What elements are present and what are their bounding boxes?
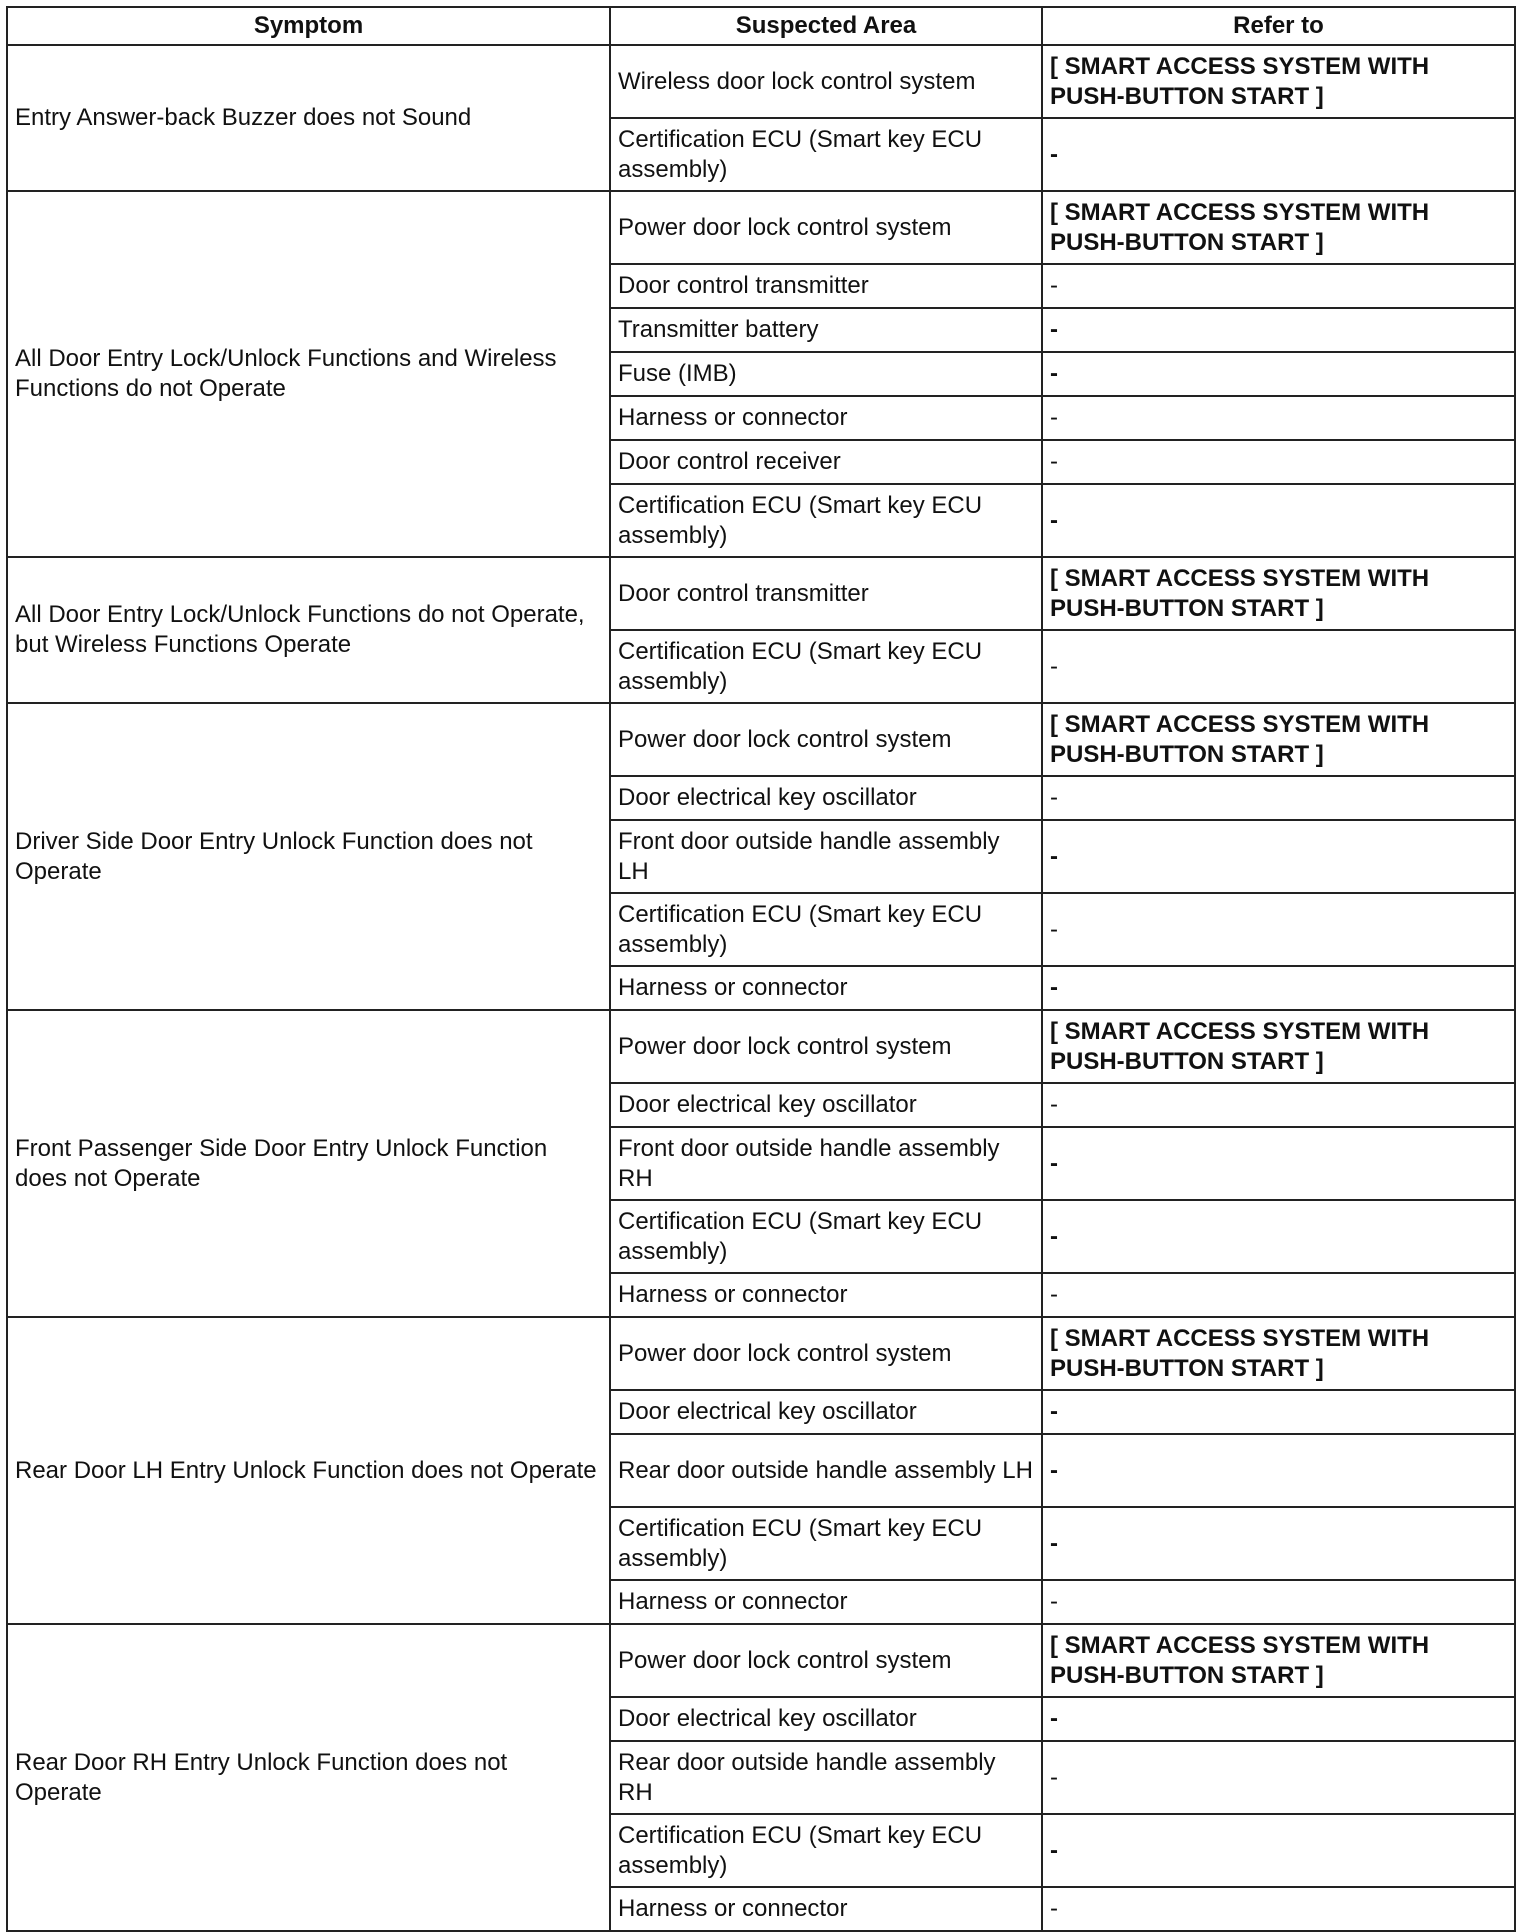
refer-to-cell: -	[1042, 352, 1515, 396]
suspected-area-cell: Harness or connector	[610, 1580, 1042, 1624]
refer-to-cell: -	[1042, 776, 1515, 820]
symptom-cell: Rear Door LH Entry Unlock Function does not Operate	[7, 1317, 610, 1624]
refer-to-cell: -	[1042, 118, 1515, 191]
symptom-cell: All Door Entry Lock/Unlock Functions do not Operate, but Wireless Functions Operate	[7, 557, 610, 703]
suspected-area-cell: Wireless door lock control system	[610, 45, 1042, 118]
table-row	[7, 1010, 1515, 1083]
refer-to-cell: -	[1042, 1273, 1515, 1317]
header-refer-to: Refer to	[1042, 7, 1515, 45]
refer-to-cell: -	[1042, 1200, 1515, 1273]
suspected-area-cell: Rear door outside handle assembly LH	[610, 1434, 1042, 1507]
table-body	[7, 45, 1515, 1931]
suspected-area-cell: Harness or connector	[610, 1887, 1042, 1931]
table-row	[7, 703, 1515, 776]
suspected-area-cell: Door electrical key oscillator	[610, 776, 1042, 820]
refer-to-cell: -	[1042, 1434, 1515, 1507]
refer-to-cell: [ SMART ACCESS SYSTEM WITH PUSH-BUTTON START ]	[1042, 1317, 1515, 1390]
suspected-area-cell: Fuse (IMB)	[610, 352, 1042, 396]
refer-to-cell: -	[1042, 484, 1515, 557]
suspected-area-cell: Power door lock control system	[610, 191, 1042, 264]
refer-to-cell: -	[1042, 1127, 1515, 1200]
suspected-area-cell: Certification ECU (Smart key ECU assembly)	[610, 1814, 1042, 1887]
suspected-area-cell: Certification ECU (Smart key ECU assembly)	[610, 1507, 1042, 1580]
suspected-area-cell: Certification ECU (Smart key ECU assembly)	[610, 893, 1042, 966]
refer-to-cell: -	[1042, 264, 1515, 308]
header-symptom: Symptom	[7, 7, 610, 45]
suspected-area-cell: Certification ECU (Smart key ECU assembly)	[610, 118, 1042, 191]
refer-to-cell: -	[1042, 630, 1515, 703]
symptom-cell: Driver Side Door Entry Unlock Function does not Operate	[7, 703, 610, 1010]
refer-to-cell: -	[1042, 1580, 1515, 1624]
refer-to-cell: [ SMART ACCESS SYSTEM WITH PUSH-BUTTON START ]	[1042, 557, 1515, 630]
refer-to-cell: -	[1042, 1507, 1515, 1580]
refer-to-cell: [ SMART ACCESS SYSTEM WITH PUSH-BUTTON START ]	[1042, 703, 1515, 776]
suspected-area-cell: Power door lock control system	[610, 703, 1042, 776]
symptom-cell: All Door Entry Lock/Unlock Functions and Wireless Functions do not Operate	[7, 191, 610, 557]
refer-to-cell: -	[1042, 308, 1515, 352]
refer-to-cell: -	[1042, 440, 1515, 484]
refer-to-cell: -	[1042, 1887, 1515, 1931]
table-row	[7, 45, 1515, 118]
refer-to-cell: [ SMART ACCESS SYSTEM WITH PUSH-BUTTON START ]	[1042, 1624, 1515, 1697]
refer-to-cell: -	[1042, 893, 1515, 966]
suspected-area-cell: Door electrical key oscillator	[610, 1083, 1042, 1127]
suspected-area-cell: Certification ECU (Smart key ECU assembly)	[610, 1200, 1042, 1273]
refer-to-cell: -	[1042, 1083, 1515, 1127]
suspected-area-cell: Rear door outside handle assembly RH	[610, 1741, 1042, 1814]
symptom-cell: Rear Door RH Entry Unlock Function does not Operate	[7, 1624, 610, 1931]
suspected-area-cell: Door electrical key oscillator	[610, 1697, 1042, 1741]
refer-to-cell: -	[1042, 820, 1515, 893]
suspected-area-cell: Certification ECU (Smart key ECU assembly)	[610, 630, 1042, 703]
suspected-area-cell: Power door lock control system	[610, 1624, 1042, 1697]
table-row	[7, 1317, 1515, 1390]
suspected-area-cell: Door control transmitter	[610, 264, 1042, 308]
suspected-area-cell: Front door outside handle assembly LH	[610, 820, 1042, 893]
suspected-area-cell: Front door outside handle assembly RH	[610, 1127, 1042, 1200]
symptom-cell: Entry Answer-back Buzzer does not Sound	[7, 45, 610, 191]
refer-to-cell: -	[1042, 1741, 1515, 1814]
refer-to-cell: [ SMART ACCESS SYSTEM WITH PUSH-BUTTON START ]	[1042, 1010, 1515, 1083]
header-row	[7, 7, 1515, 45]
suspected-area-cell: Door control receiver	[610, 440, 1042, 484]
troubleshooting-table	[6, 6, 1516, 1932]
suspected-area-cell: Door electrical key oscillator	[610, 1390, 1042, 1434]
refer-to-cell: -	[1042, 1814, 1515, 1887]
header-suspected-area: Suspected Area	[610, 7, 1042, 45]
suspected-area-cell: Harness or connector	[610, 1273, 1042, 1317]
suspected-area-cell: Certification ECU (Smart key ECU assembly)	[610, 484, 1042, 557]
table-row	[7, 1624, 1515, 1697]
refer-to-cell: -	[1042, 1390, 1515, 1434]
table-row	[7, 191, 1515, 264]
suspected-area-cell: Power door lock control system	[610, 1010, 1042, 1083]
suspected-area-cell: Harness or connector	[610, 396, 1042, 440]
refer-to-cell: -	[1042, 396, 1515, 440]
symptom-cell: Front Passenger Side Door Entry Unlock Function does not Operate	[7, 1010, 610, 1317]
refer-to-cell: -	[1042, 966, 1515, 1010]
suspected-area-cell: Harness or connector	[610, 966, 1042, 1010]
suspected-area-cell: Door control transmitter	[610, 557, 1042, 630]
suspected-area-cell: Transmitter battery	[610, 308, 1042, 352]
refer-to-cell: -	[1042, 1697, 1515, 1741]
refer-to-cell: [ SMART ACCESS SYSTEM WITH PUSH-BUTTON START ]	[1042, 45, 1515, 118]
table-row	[7, 557, 1515, 630]
refer-to-cell: [ SMART ACCESS SYSTEM WITH PUSH-BUTTON START ]	[1042, 191, 1515, 264]
suspected-area-cell: Power door lock control system	[610, 1317, 1042, 1390]
